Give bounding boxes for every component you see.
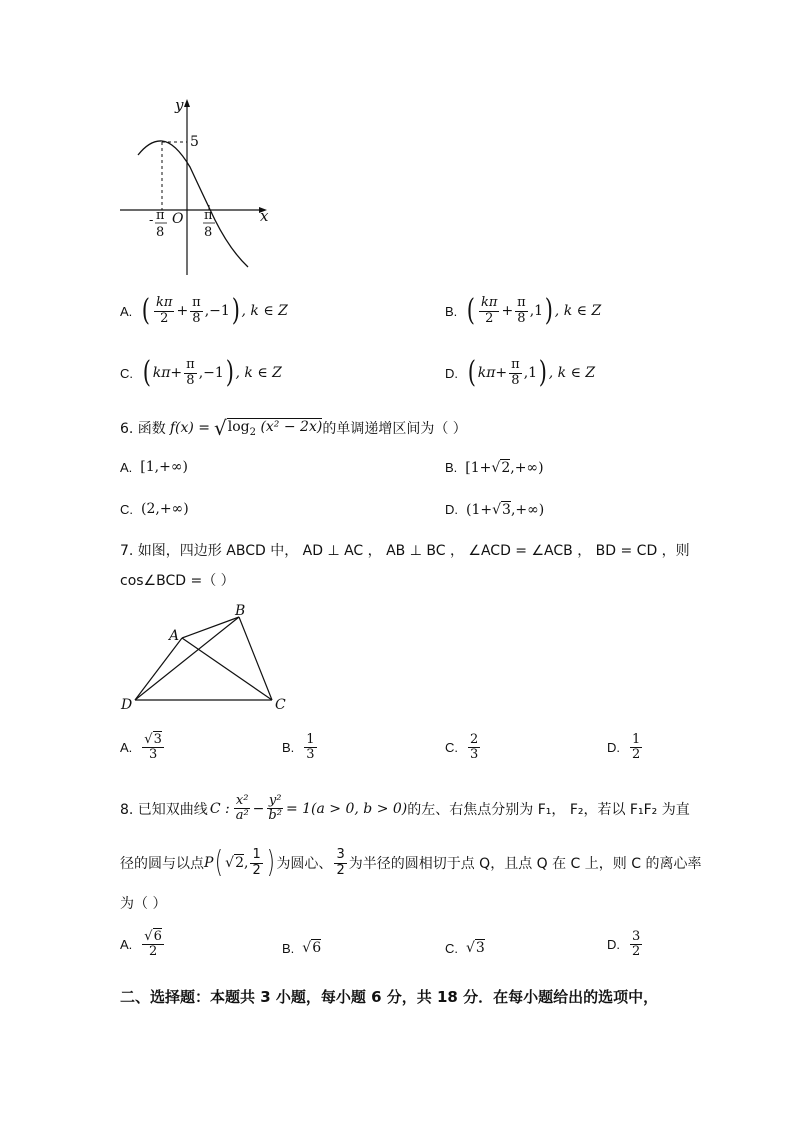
graph-y-label: y <box>175 96 184 114</box>
q8-option-b[interactable]: B. √6 <box>282 940 322 956</box>
q8-stem-line1: 8. 已知双曲线 C : $\frac{\text{x²}}{\text{a²}}$ − $\frac{\text{y²}}{\text{b²}}$ = 1(a > 0, b > 0) 的左、右焦点分别为 F₁， F₂，若以 F₁F₂ 为直 <box>120 793 690 824</box>
figure-label-a: A <box>169 628 180 644</box>
q6-option-b[interactable]: B. [1+ √ 2 ,+∞) <box>445 459 544 476</box>
q7-stem-line2: cos∠BCD =（ ） <box>120 573 235 589</box>
graph-tick-pos-num: π <box>204 208 213 223</box>
q6-option-a[interactable]: A. [1,+∞) <box>120 459 188 475</box>
sine-graph <box>115 95 280 280</box>
q7-option-b[interactable]: B. $\frac{1}{3}$ <box>282 732 315 763</box>
q7-option-c[interactable]: C. $\frac{2}{3}$ <box>445 732 479 763</box>
graph-tick-pos-den: 8 <box>204 225 213 240</box>
graph-tick-neg-den: 8 <box>156 225 165 240</box>
q5-option-c[interactable]: C. ( kπ+ $\frac{\pi}{8}$ ,−1 ) , k ∈ Z <box>120 355 282 390</box>
q8-option-c[interactable]: C. √3 <box>445 940 485 956</box>
graph-x-label: x <box>260 207 269 225</box>
q8-stem-line2: 径的圆与以点 P ( √2, $\frac{1}{2}$ ) 为圆心、 $\frac{3}{2}$ 为半径的圆相切于点 Q，且点 Q 在 C 上，则 C 的离心率 <box>120 845 702 880</box>
q6-option-c[interactable]: C. (2,+∞) <box>120 501 189 517</box>
q8-stem-line3: 为（ ） <box>120 896 167 912</box>
q6-option-d[interactable]: D. (1+ √ 3 ,+∞) <box>445 501 545 518</box>
q5-option-d[interactable]: D. ( kπ+ $\frac{\pi}{8}$ ,1 ) , k ∈ Z <box>445 355 596 390</box>
graph-tick-neg-num: π <box>156 208 165 223</box>
figure-label-c: C <box>275 697 286 713</box>
graph-tick-neg-sign: - <box>149 213 154 228</box>
figure-label-d: D <box>121 697 133 713</box>
graph-peak-label: 5 <box>190 134 199 150</box>
q7-stem-line1: 7. 如图，四边形 ABCD 中， AD ⊥ AC ， AB ⊥ BC ， ∠ACD = ∠ACB ， BD = CD ，则 <box>120 543 690 559</box>
q5-option-b[interactable]: B. ( $\frac{k\pi}{2}$ + $\frac{\pi}{8}$ ,1 ) , k ∈ Z <box>445 293 602 328</box>
q7-option-a[interactable]: A. $\frac{√3}{3}$ <box>120 732 162 763</box>
q6-stem: 6. 函数 f(x) = √ $\log_2 (x^2 - 2x)$ 的单调递增区间为（ ） <box>120 416 467 440</box>
graph-origin-label: O <box>172 211 184 227</box>
q5-option-a[interactable]: A. ( $\frac{k\pi}{2}$ + $\frac{\pi}{8}$ ,−1 ) , k ∈ Z <box>120 293 288 328</box>
q8-option-a[interactable]: A. $\frac{√6}{2}$ <box>120 929 162 960</box>
figure-label-b: B <box>235 603 246 619</box>
section-2-heading: 二、选择题：本题共 3 小题，每小题 6 分，共 18 分．在每小题给出的选项中， <box>120 988 659 1006</box>
q8-option-d[interactable]: D. $\frac{3}{2}$ <box>607 929 641 960</box>
quadrilateral-figure <box>115 600 295 715</box>
q7-option-d[interactable]: D. $\frac{1}{2}$ <box>607 732 641 763</box>
